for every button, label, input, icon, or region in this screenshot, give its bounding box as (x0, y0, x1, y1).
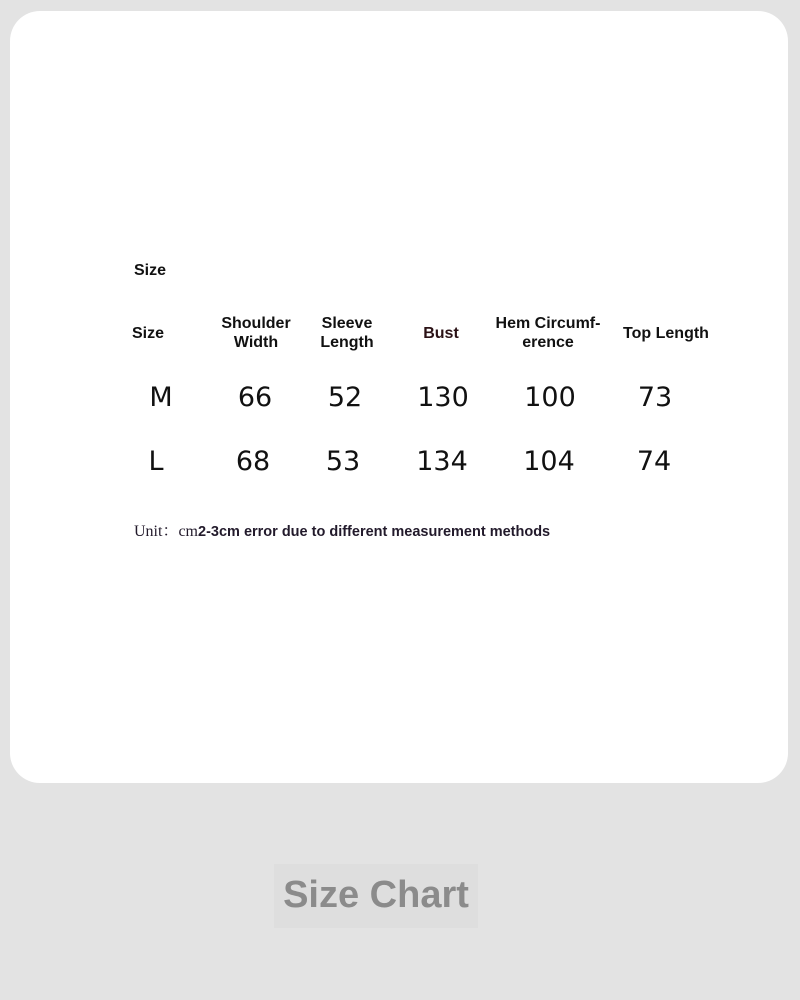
cell-shoulder: 66 (237, 382, 273, 413)
cell-hem: 100 (524, 382, 576, 413)
header-size: Size (131, 325, 164, 342)
cell-bust: 130 (417, 382, 469, 413)
header-hem-circumference (488, 314, 608, 352)
header-sleeve-line2: Length (320, 334, 374, 351)
cell-bust: 134 (416, 446, 468, 477)
size-chart-title: Size Chart (274, 864, 478, 928)
cell-sleeve: 53 (325, 446, 361, 477)
cell-top-length: 73 (637, 382, 673, 413)
header-hem-line2: erence (522, 334, 574, 351)
cell-top-length: 74 (636, 446, 672, 477)
header-top-length: Top Length (623, 325, 709, 342)
header-bust: Bust (423, 325, 459, 342)
cell-hem: 104 (523, 446, 575, 477)
header-hem-line1: Hem Circumf- (495, 315, 601, 332)
header-shoulder-line2: Width (233, 334, 279, 351)
cell-size: M (149, 382, 173, 413)
unit-label: Unit：cm (134, 523, 198, 540)
header-sleeve-line1: Sleeve (321, 315, 373, 332)
header-shoulder-line1: Shoulder (221, 315, 291, 332)
section-title: Size (134, 262, 167, 279)
error-note: 2-3cm error due to different measurement methods (198, 524, 551, 540)
cell-sleeve: 52 (327, 382, 363, 413)
measurement-note (134, 518, 550, 541)
cell-shoulder: 68 (235, 446, 271, 477)
cell-size: L (148, 446, 164, 477)
